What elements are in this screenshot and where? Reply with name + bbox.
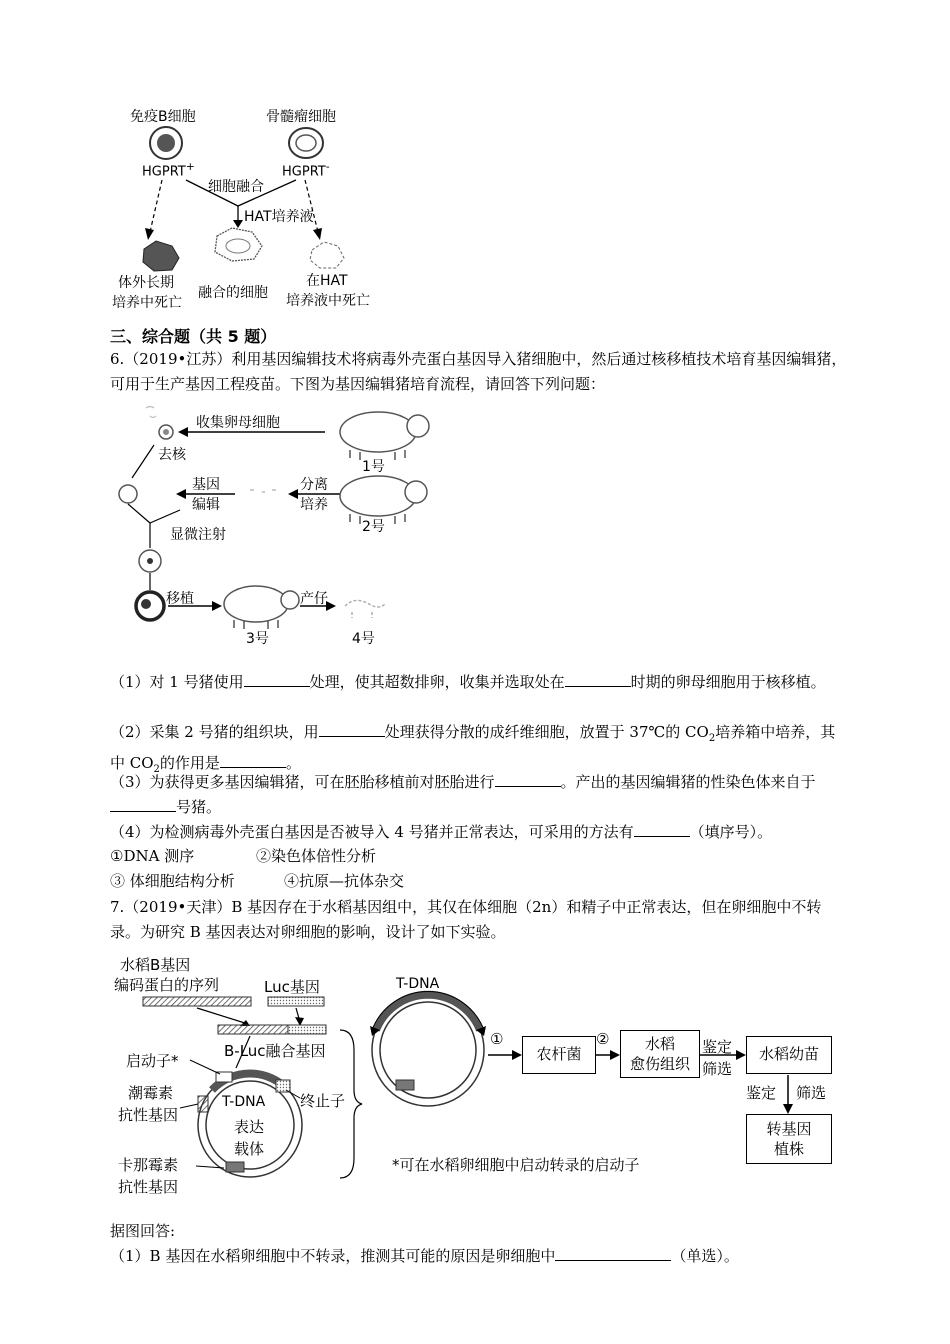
section-heading: 三、综合题（共 5 题） [110, 327, 277, 346]
separate-label-1: 分离 [300, 477, 328, 493]
identify-label-2: 筛选 [702, 1060, 733, 1078]
pig4-label: 4号 [352, 631, 375, 647]
q7-intro: 7.（2019•天津）B 基因存在于水稻基因组中，其仅在体细胞（2n）和精子中正常表达，但在卵细胞中不转录。为研究 B 基因表达对卵细胞的影响，设计了如下实验。 [110, 898, 822, 941]
hat-medium-label: HAT培养液 [244, 209, 314, 225]
promoter-label: 启动子* [126, 1052, 179, 1070]
collect-oocyte-label: 收集卵母细胞 [196, 415, 280, 431]
birth-label: 产仔 [300, 591, 328, 607]
plant-line-1: 转基因 [766, 1120, 812, 1138]
terminator-label: 终止子 [300, 1092, 346, 1110]
q6-part3: （3）为获得更多基因编辑猪，可在胚胎移植前对胚胎进行 。产出的基因编辑猪的性染色体来自于号猪。 [110, 770, 850, 820]
q6-option-2: ②染色体倍性分析 [256, 847, 377, 865]
q6-option-4: ④抗原—抗体杂交 [284, 872, 405, 890]
plant-line-2: 植株 [773, 1140, 804, 1158]
step2-marker: ② [596, 1030, 610, 1048]
q6-part4: （4）为检测病毒外壳蛋白基因是否被导入 4 号猪并正常表达，可采用的方法有 （填序号）。 [110, 820, 850, 845]
pig3-label: 3号 [246, 631, 269, 647]
right-fate-line1: 在HAT [306, 273, 348, 289]
fusion-gene-label: B-Luc融合基因 [224, 1042, 326, 1060]
q6-intro: 6.（2019•江苏）利用基因编辑技术将病毒外壳蛋白基因导入猪细胞中，然后通过核移植技术培育基因编辑猪，可用于生产基因工程疫苗。下图为基因编辑猪培育流程，请回答下列问题： [110, 350, 847, 393]
callus-box [620, 1030, 700, 1078]
fused-cell-label: 融合的细胞 [198, 285, 268, 301]
enucleate-label: 去核 [158, 447, 186, 463]
step1-marker: ① [490, 1030, 504, 1048]
gene-edit-label-1: 基因 [192, 477, 220, 493]
hygromycin-label-2: 抗性基因 [118, 1106, 179, 1124]
transgenic-plant-box [746, 1114, 832, 1164]
q6-option-3: ③ 体细胞结构分析 [110, 872, 235, 890]
q7-answer-intro: 据图回答: [110, 1222, 176, 1240]
gene-edit-label-2: 编辑 [192, 497, 220, 513]
tdna-inner-label: T-DNA [222, 1094, 266, 1110]
microinject-label: 显微注射 [170, 527, 226, 543]
hygromycin-label-1: 潮霉素 [128, 1084, 174, 1102]
tdna-outer-label: T-DNA [396, 976, 440, 992]
right-fate-line2: 培养液中死亡 [286, 293, 370, 309]
luc-gene-label: Luc基因 [264, 978, 320, 996]
myeloma-label: 骨髓瘤细胞 [266, 109, 336, 125]
promoter-footnote: *可在水稻卵细胞中启动转录的启动子 [392, 1156, 640, 1174]
rice-b-gene-label: 水稻B基因 [120, 956, 191, 974]
vector-label-1: 表达 [234, 1118, 265, 1136]
left-fate-line1: 体外长期 [118, 275, 174, 291]
q6-part2: （2）采集 2 号猪的组织块，用 处理获得分散的成纤维细胞，放置于 37℃的 $CO_2$培养箱中培养，其中 $CO_2$的作用是 。 [110, 720, 850, 782]
identify-label-4: 筛选 [796, 1084, 827, 1102]
identify-label-3: 鉴定 [746, 1084, 777, 1102]
q6-part1: （1）对 1 号猪使用 处理，使其超数排卵，收集并选取处在 时期的卵母细胞用于核移植。 [110, 670, 850, 695]
rice-seedling-box: 水稻幼苗 [746, 1036, 832, 1074]
transplant-label: 移植 [166, 591, 194, 607]
kanamycin-label-1: 卡那霉素 [118, 1156, 179, 1174]
pig2-label: 2号 [362, 519, 385, 535]
left-fate-line2: 培养中死亡 [112, 295, 182, 311]
vector-label-2: 载体 [234, 1140, 265, 1158]
hgprt-plus-label: HGPRT+ [142, 160, 195, 180]
b-cell-label: 免疫B细胞 [130, 109, 196, 125]
coding-seq-label: 编码蛋白的序列 [114, 976, 220, 994]
kanamycin-label-2: 抗性基因 [118, 1178, 179, 1196]
identify-label-1: 鉴定 [702, 1038, 733, 1056]
callus-line-1: 水稻 [644, 1035, 675, 1053]
separate-label-2: 培养 [300, 497, 328, 513]
q7-part1: （1）B 基因在水稻卵细胞中不转录，推测其可能的原因是卵细胞中 （单选）。 [110, 1244, 850, 1269]
hgprt-minus-label: HGPRT- [282, 160, 330, 180]
pig1-label: 1号 [362, 459, 385, 475]
agrobacterium-box: 农杆菌 [522, 1036, 596, 1074]
callus-line-2: 愈伤组织 [629, 1055, 690, 1073]
cell-fusion-label: 细胞融合 [208, 179, 264, 195]
q6-option-1: ①DNA 测序 [110, 847, 195, 865]
